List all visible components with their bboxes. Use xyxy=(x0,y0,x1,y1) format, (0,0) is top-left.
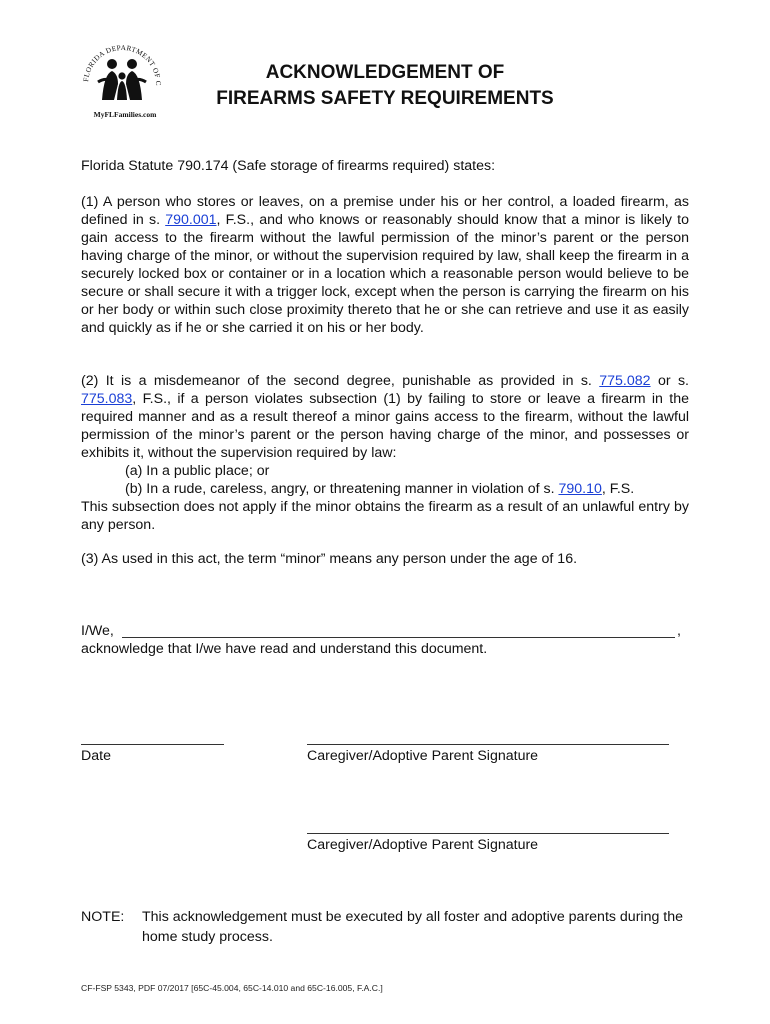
title-line-2: FIREARMS SAFETY REQUIREMENTS xyxy=(216,88,554,109)
signature-line-1[interactable] xyxy=(307,744,669,745)
statute-intro: Florida Statute 790.174 (Safe storage of firearms required) states: xyxy=(81,158,496,174)
section-2-item-b-suffix: , F.S. xyxy=(601,481,635,497)
section-1-text-b: , F.S., and who knows or reasonably should know that a minor is likely to gain access to the firearm without the lawful permission of the minor’s parent or the person having charge of the minor, or without the supervision required by law, shall keep the firearm in a securely locked box or container or in a location which a reasonable person would believe to be secure or shall secure it with a trigger lock, except when the person is carrying the firearm on his or her body or within such close proximity thereto that he or she can retrieve and use it as easily and quickly as if he or she carried it on his or her body. xyxy=(81,212,689,336)
section-2 xyxy=(81,372,689,462)
page-title xyxy=(150,60,620,112)
date-line[interactable] xyxy=(81,744,224,745)
date-label: Date xyxy=(81,748,111,764)
section-2-text-c: , F.S., if a person violates subsection (1) by failing to store or leave a firearm in the required manner and as a result thereof a minor gains access to the firearm, without the lawful permission of the minor’s parent or the person having charge of the minor, and possesses or exhibits it, without the supervision required by law: xyxy=(81,391,689,461)
signature-label-2: Caregiver/Adoptive Parent Signature xyxy=(307,837,539,853)
section-2-text-a: (2) It is a misdemeanor of the second degree, punishable as provided in s. xyxy=(81,373,600,389)
name-input-line[interactable] xyxy=(122,637,675,638)
section-2-item-a: (a) In a public place; or xyxy=(125,463,270,479)
section-2-text-b: or s. xyxy=(650,373,689,389)
form-footer: CF-FSP 5343, PDF 07/2017 [65C-45.004, 65C-14.010 and 65C-16.005, F.A.C.] xyxy=(81,983,383,993)
section-1 xyxy=(81,193,689,337)
logo-arc-text: FLORIDA DEPARTMENT OF C xyxy=(82,43,163,86)
statute-link-790-001[interactable]: 790.001 xyxy=(165,212,217,228)
title-line-1: ACKNOWLEDGEMENT OF xyxy=(265,62,505,83)
ack-statement: acknowledge that I/we have read and understand this document. xyxy=(81,641,488,657)
section-3: (3) As used in this act, the term “minor” means any person under the age of 16. xyxy=(81,551,578,567)
logo-url: MyFLFamilies.com xyxy=(93,110,157,119)
signature-line-2[interactable] xyxy=(307,833,669,834)
statute-link-775-083[interactable]: 775.083 xyxy=(81,391,133,407)
ack-prefix: I/We, xyxy=(81,623,114,639)
signature-label-1: Caregiver/Adoptive Parent Signature xyxy=(307,748,539,764)
section-2-item-b xyxy=(81,480,733,498)
note-label: NOTE: xyxy=(81,909,125,925)
statute-link-790-10[interactable]: 790.10 xyxy=(558,481,602,497)
ack-suffix: , xyxy=(677,623,681,639)
note-text: This acknowledgement must be executed by all foster and adoptive parents during the home study process. xyxy=(142,909,684,945)
section-2-item-b-text: (b) In a rude, careless, angry, or threatening manner in violation of s. xyxy=(125,481,559,497)
section-1-text-a: (1) A person who stores or leaves, on a premise under his or her control, a loaded firearm, as defined in s. xyxy=(81,194,689,228)
section-2-closing: This subsection does not apply if the minor obtains the firearm as a result of an unlawful entry by any person. xyxy=(81,499,689,533)
statute-link-775-082[interactable]: 775.082 xyxy=(599,373,651,389)
